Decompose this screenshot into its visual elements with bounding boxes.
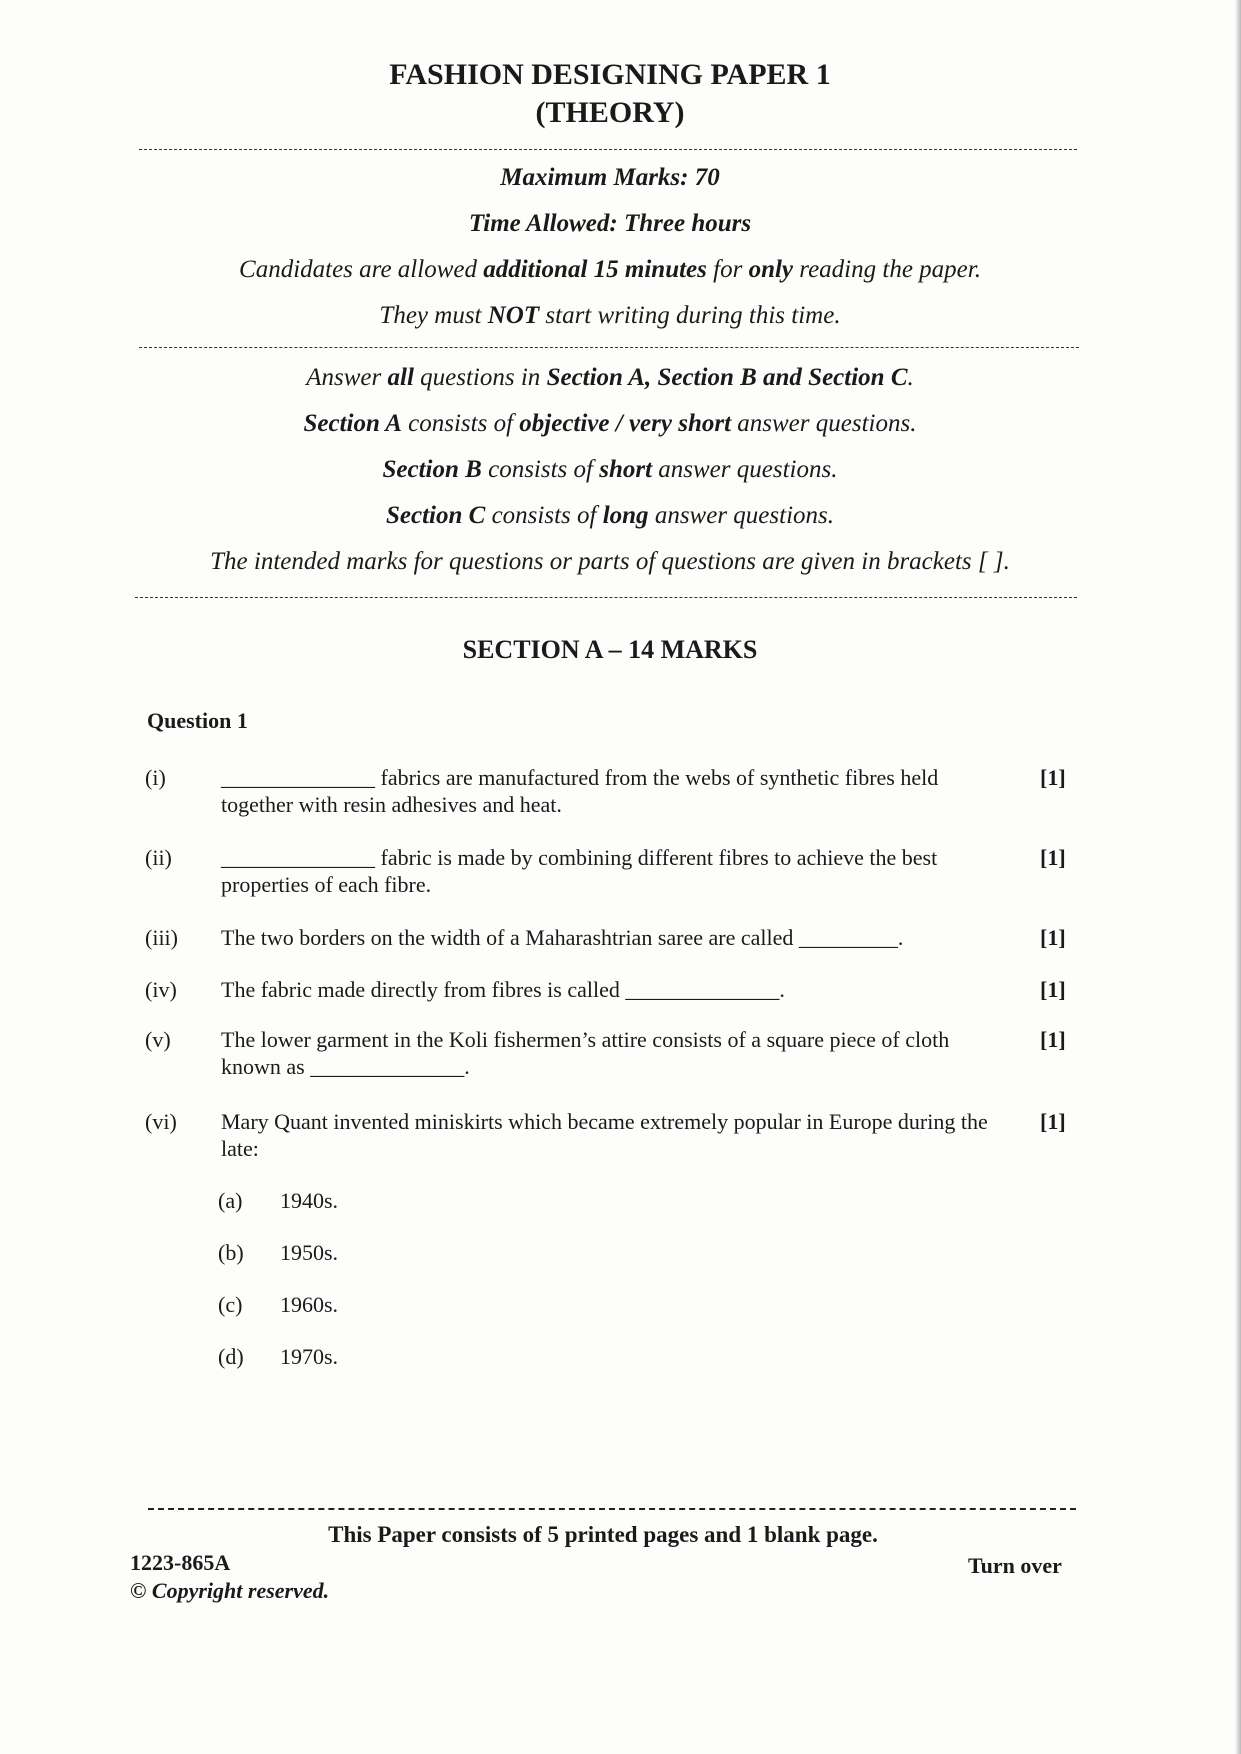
question-marks: [1] [1040,977,1066,1002]
divider-bottom [135,597,1077,598]
question-1-title: Question 1 [147,708,248,733]
question-number: (v) [145,1027,171,1052]
divider-middle [139,347,1079,348]
question-number: (vi) [145,1109,177,1134]
section-a-info: Section A consists of objective / very short answer questions. [303,410,917,437]
option-label: (d) [218,1344,244,1369]
question-number: (iv) [145,977,177,1002]
option-label: (b) [218,1240,244,1265]
pages-note: This Paper consists of 5 printed pages and 1 blank page. [328,1522,878,1547]
question-text: The lower garment in the Koli fishermen’s attire consists of a square piece of cloth known as ______________. [221,1027,950,1079]
question-marks: [1] [1040,845,1066,870]
question-number: (iii) [145,925,178,950]
divider-top [139,149,1077,150]
option-text: 1960s. [280,1292,339,1317]
question-number: (i) [145,765,166,790]
reading-time-note: Candidates are allowed additional 15 minutes for only reading the paper. [239,256,981,283]
answer-all-note: Answer all questions in Section A, Section B and Section C. [306,364,914,391]
option-text: 1940s. [280,1188,339,1213]
paper-code: 1223-865A [130,1550,231,1575]
question-text: ______________ fabrics are manufactured from the webs of synthetic fibres held together with resin adhesives and heat. [221,765,939,817]
time-allowed: Time Allowed: Three hours [468,210,752,237]
option-label: (a) [218,1188,243,1213]
section-a-heading: SECTION A – 14 MARKS [462,635,758,664]
question-text: The fabric made directly from fibres is called ______________. [221,977,785,1002]
question-text: ______________ fabric is made by combining different fibres to achieve the best properties of each fibre. [221,845,938,897]
max-marks: Maximum Marks: 70 [500,164,720,191]
turn-over-label: Turn over [968,1553,1062,1578]
paper-subtitle: (THEORY) [535,96,685,129]
option-text: 1950s. [280,1240,339,1265]
question-marks: [1] [1040,1027,1066,1052]
question-marks: [1] [1040,1109,1066,1134]
no-writing-note: They must NOT start writing during this time. [379,302,841,329]
paper-title: FASHION DESIGNING PAPER 1 [389,58,831,91]
section-c-info: Section C consists of long answer questions. [386,502,834,529]
question-number: (ii) [145,845,172,870]
footer-divider [148,1508,1076,1510]
question-marks: [1] [1040,925,1066,950]
marks-bracket-note: The intended marks for questions or parts of questions are given in brackets [ ]. [210,548,1010,575]
question-text: Mary Quant invented miniskirts which became extremely popular in Europe during the late: [221,1109,988,1161]
question-text: The two borders on the width of a Maharashtrian saree are called _________. [221,925,904,950]
option-label: (c) [218,1292,243,1317]
copyright-notice: © Copyright reserved. [130,1578,330,1603]
scan-edge-shadow [1235,0,1241,1754]
section-b-info: Section B consists of short answer questions. [382,456,838,483]
option-text: 1970s. [280,1344,339,1369]
question-marks: [1] [1040,765,1066,790]
